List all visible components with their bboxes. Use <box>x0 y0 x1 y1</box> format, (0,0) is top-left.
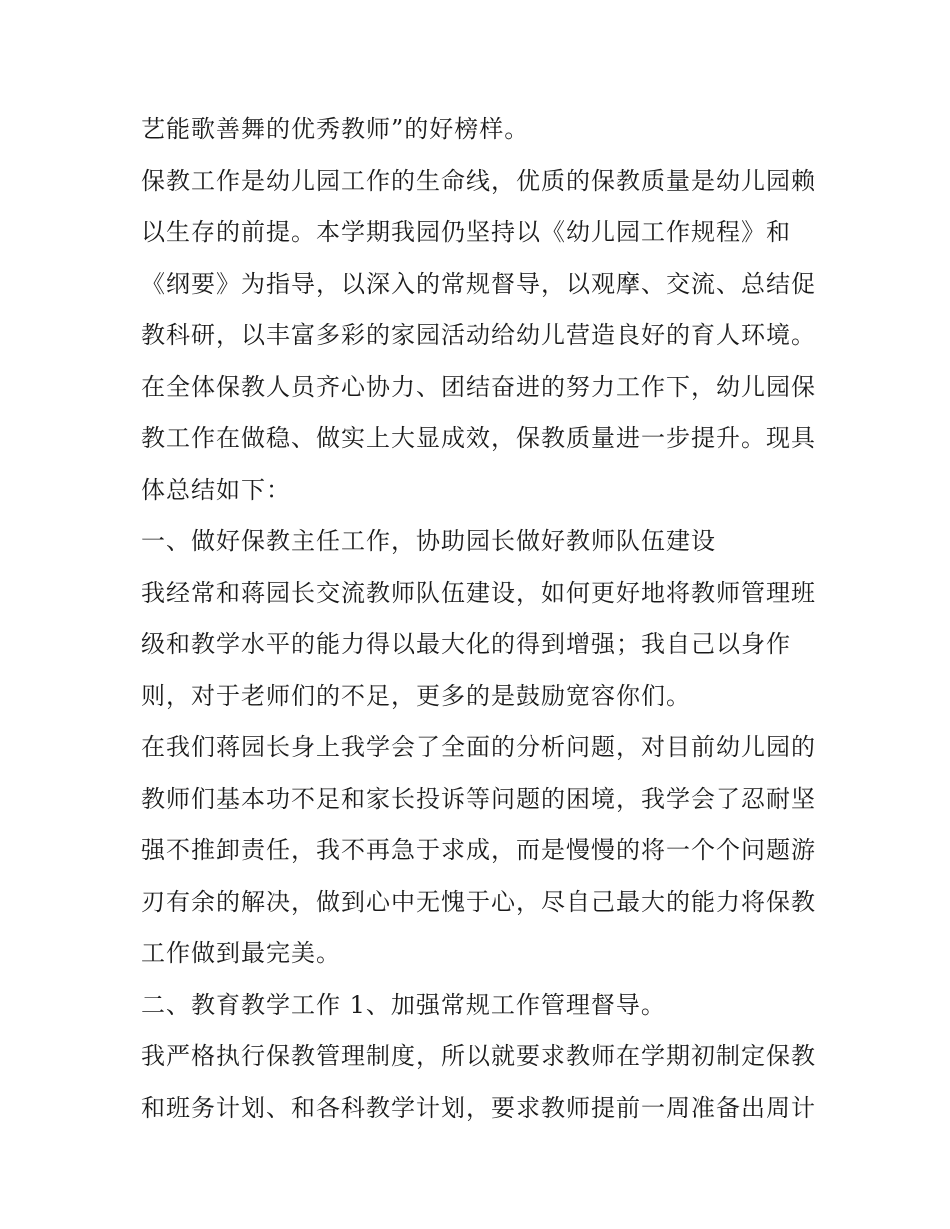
text-line: 则，对于老师们的不足，更多的是鼓励宽容你们。 <box>141 681 691 710</box>
text-line: 刃有余的解决，做到心中无愧于心，尽自己最大的能力将保教 <box>141 887 816 916</box>
section-heading: 二、教育教学工作 1、加强常规工作管理督导。 <box>141 990 666 1019</box>
text-line: 强不推卸责任，我不再急于求成，而是慢慢的将一个个问题游 <box>141 836 816 864</box>
text-line: 级和教学水平的能力得以最大化的得到增强；我自己以身作 <box>141 630 791 658</box>
text-line: 艺能歌善舞的优秀教师”的好榜样。 <box>141 115 530 143</box>
text-line: 在全体保教人员齐心协力、团结奋进的努力工作下，幼儿园保 <box>141 372 816 401</box>
text-line: 工作做到最完美。 <box>141 939 341 967</box>
section-heading: 一、做好保教主任工作，协助园长做好教师队伍建设 <box>141 527 716 555</box>
text-line: 教师们基本功不足和家长投诉等问题的困境，我学会了忍耐坚 <box>141 784 816 813</box>
text-line: 体总结如下： <box>141 475 291 504</box>
text-line: 我经常和蒋园长交流教师队伍建设，如何更好地将教师管理班 <box>141 578 816 607</box>
text-line: 教工作在做稳、做实上大显成效，保教质量进一步提升。现具 <box>141 424 816 452</box>
text-line: 教科研，以丰富多彩的家园活动给幼儿营造良好的育人环境。 <box>141 321 816 349</box>
text-line: 在我们蒋园长身上我学会了全面的分析问题，对目前幼儿园的 <box>141 733 816 761</box>
text-line: 保教工作是幼儿园工作的生命线，优质的保教质量是幼儿园赖 <box>141 166 816 195</box>
text-line: 《纲要》为指导，以深入的常规督导，以观摩、交流、总结促 <box>141 269 816 298</box>
text-line: 我严格执行保教管理制度，所以就要求教师在学期初制定保教 <box>141 1042 816 1070</box>
text-line: 和班务计划、和各科教学计划，要求教师提前一周准备出周计 <box>141 1093 816 1122</box>
text-line: 以生存的前提。本学期我园仍坚持以《幼儿园工作规程》和 <box>141 218 791 246</box>
document-body <box>141 104 821 1134</box>
